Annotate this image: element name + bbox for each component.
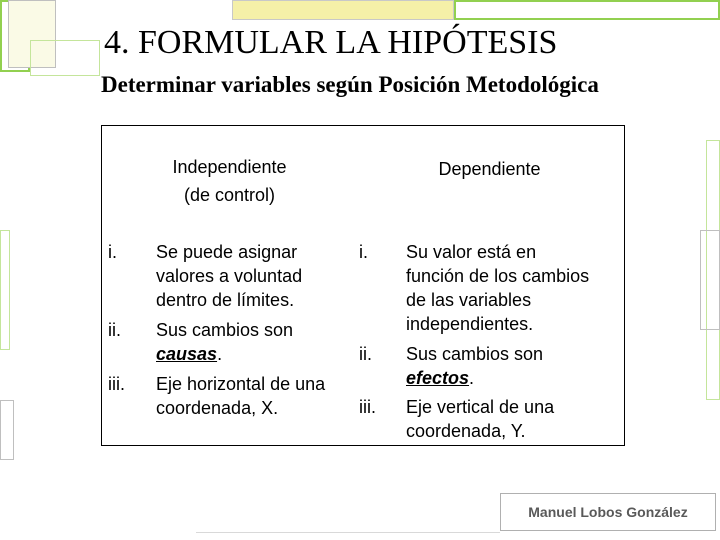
independent-item-3-text (156, 372, 371, 420)
independent-item-2-marker: ii. (108, 320, 121, 340)
efectos-emphasis: efectos (406, 368, 470, 388)
independent-header-line2: (de control) (183, 185, 276, 205)
independent-header-line1: Independiente (172, 157, 287, 177)
variables-table (101, 125, 625, 446)
independent-item-1-text (156, 240, 371, 312)
independent-header (122, 153, 337, 209)
independent-item-2-line-2 (156, 342, 371, 366)
independent-item-1-line-1: Se puede asignar (156, 242, 298, 262)
dependent-item-2-tail: . (469, 368, 475, 388)
dependent-item-1-marker: i. (359, 242, 368, 262)
independent-item-3-line-1: Eje horizontal de una (156, 374, 326, 394)
dependent-header-label: Dependiente (438, 159, 541, 179)
deco-square-left-4 (0, 400, 14, 460)
author-footer: Manuel Lobos González (500, 493, 716, 531)
independent-item-2-line-1: Sus cambios son (156, 320, 294, 340)
dependent-item-2-line-2 (406, 366, 621, 390)
independent-item-1-marker: i. (108, 242, 117, 262)
dependent-item-2-marker: ii. (359, 344, 372, 364)
dependent-item-1-line-1: Su valor está en (406, 242, 537, 262)
slide-title: 4. FORMULAR LA HIPÓTESIS (104, 24, 558, 61)
dependent-item-2-line-1: Sus cambios son (406, 344, 544, 364)
deco-square-left-3 (0, 230, 10, 350)
dependent-item-1-line-4: independientes. (406, 314, 534, 334)
dependent-item-1-text (406, 240, 621, 336)
slide-subtitle: Determinar variables según Posición Metodológica (101, 72, 599, 97)
causas-emphasis: causas (156, 344, 218, 364)
deco-square-left-2 (30, 40, 100, 76)
dependent-item-3-marker: iii. (359, 397, 376, 417)
deco-square-right-2 (700, 230, 720, 330)
deco-green-square-top-right (454, 0, 720, 20)
dependent-item-2-text (406, 342, 621, 390)
dependent-item-3-line-2: coordenada, Y. (406, 421, 526, 441)
dependent-item-1-line-3: de las variables (406, 290, 532, 310)
dependent-item-3-text (406, 395, 621, 443)
independent-item-3-line-2: coordenada, X. (156, 398, 279, 418)
independent-item-1-line-3: dentro de límites. (156, 290, 295, 310)
independent-item-3-marker: iii. (108, 374, 125, 394)
independent-item-1-line-2: valores a voluntad (156, 266, 303, 286)
dependent-item-3-line-1: Eje vertical de una (406, 397, 555, 417)
dependent-header (392, 155, 587, 183)
independent-item-2-text (156, 318, 371, 366)
deco-yellow-square-top (232, 0, 454, 20)
dependent-item-1-line-2: función de los cambios (406, 266, 590, 286)
deco-line-bottom (196, 532, 500, 540)
independent-item-2-tail: . (217, 344, 223, 364)
